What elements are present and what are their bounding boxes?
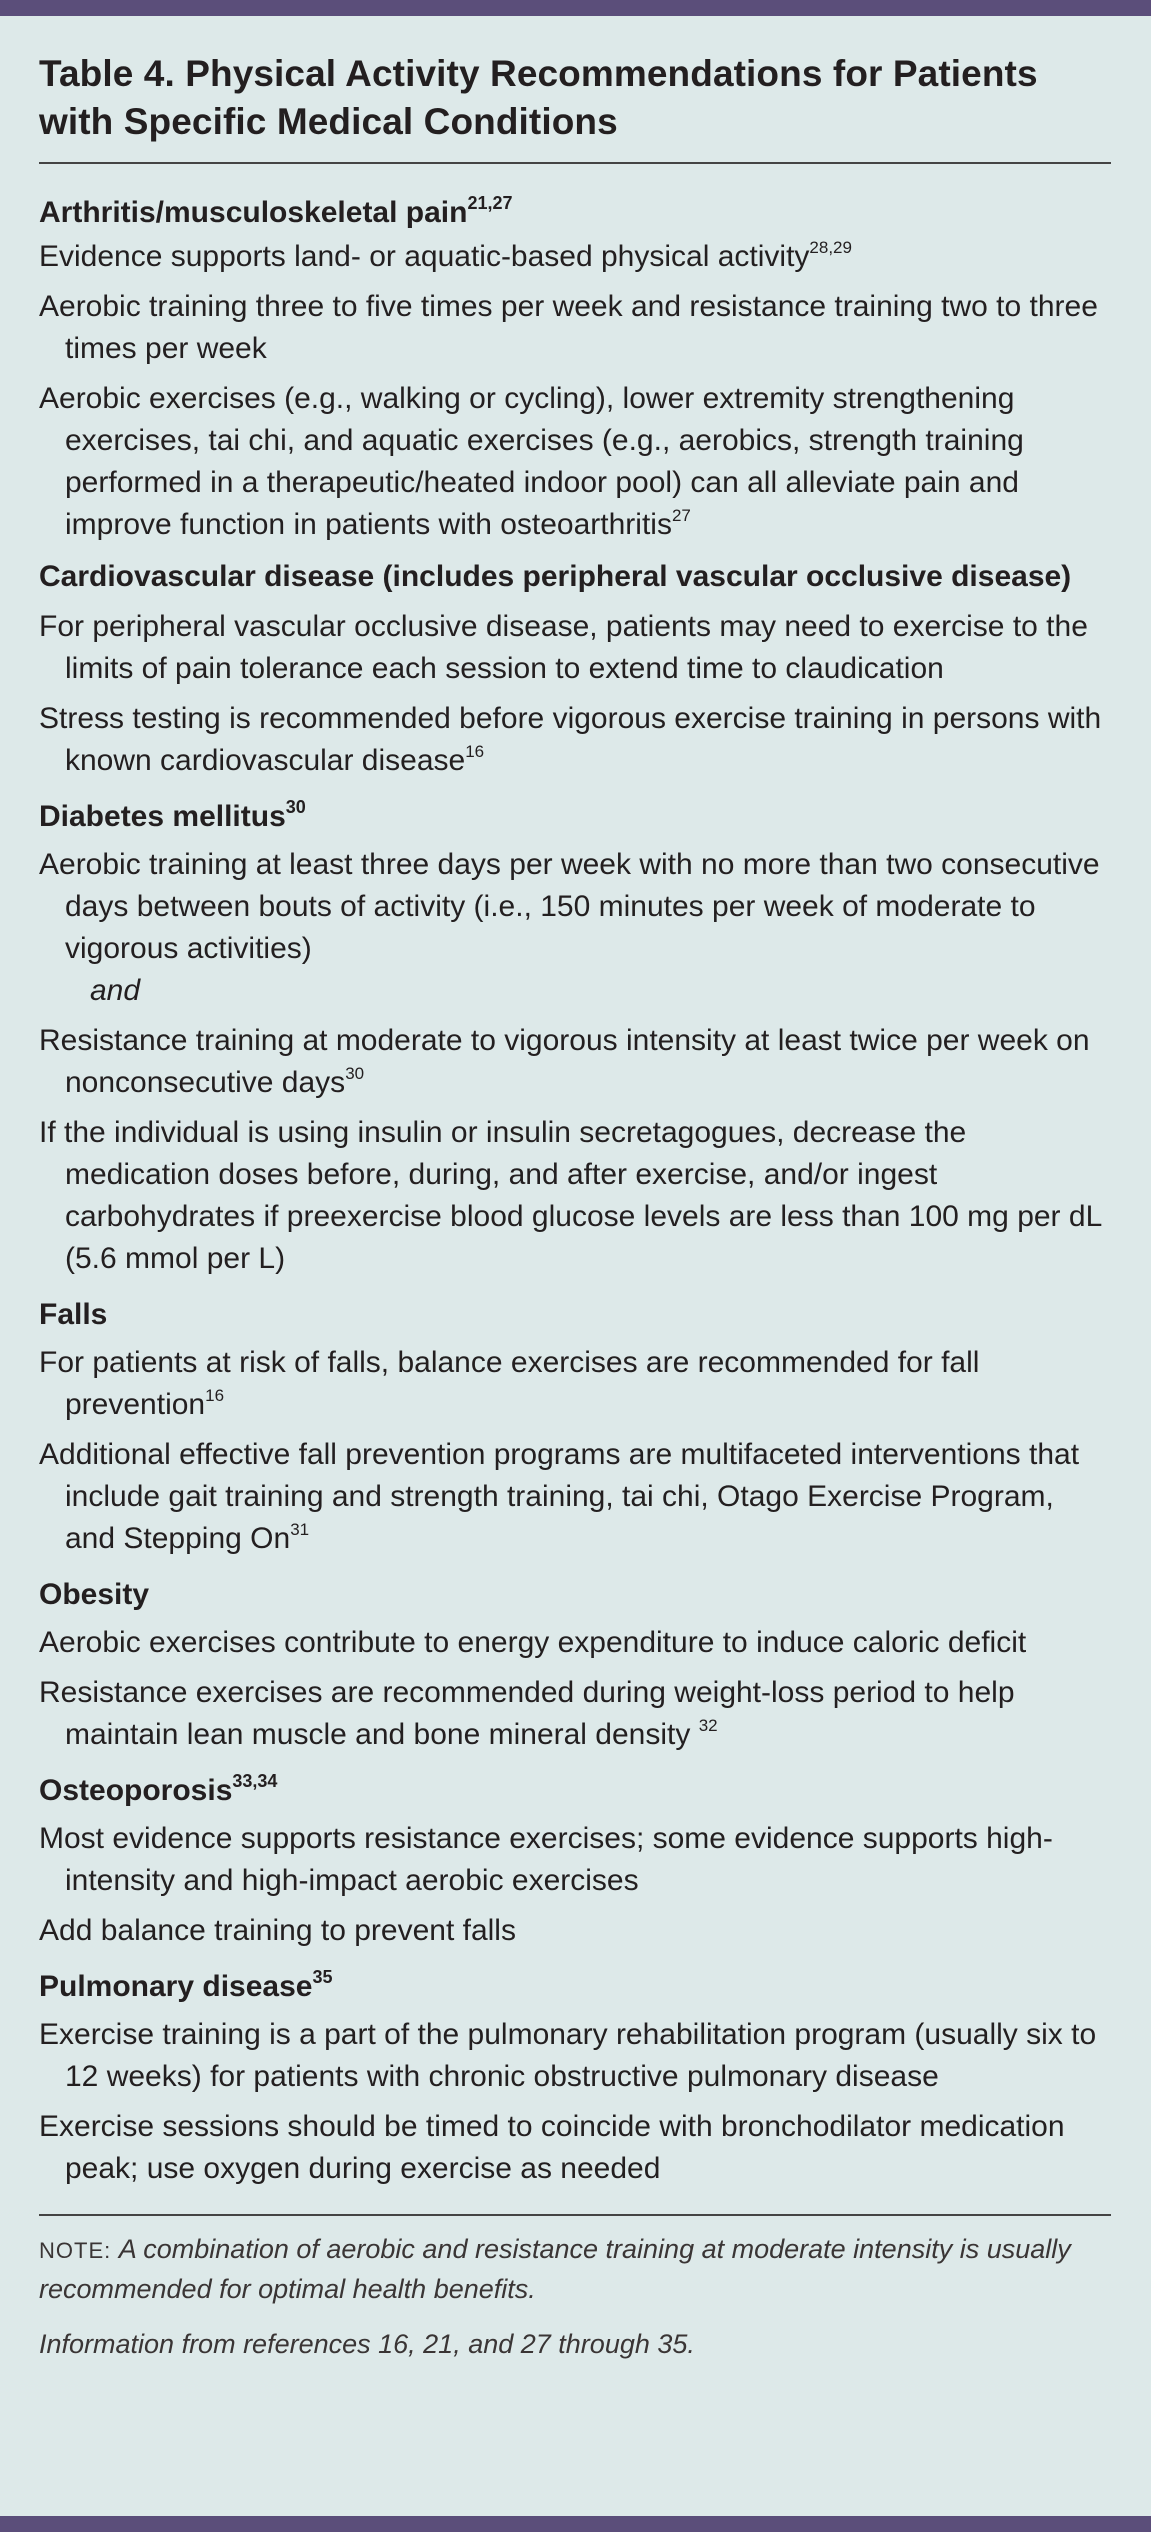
list-item: Exercise sessions should be timed to coincide with bronchodilator medication peak; use oxygen during exercise as needed — [39, 2110, 1065, 2185]
section-obesity — [39, 1574, 1111, 1756]
list-item-conjunction: and — [90, 974, 141, 1007]
list-item: For peripheral vascular occlusive disease, patients may need to exercise to the limits of pain tolerance each session to extend time to claudication — [39, 610, 1088, 685]
section-heading: Arthritis/musculoskeletal pain$^{21,27}$ — [39, 193, 513, 229]
list-item: Resistance training at moderate to vigorous intensity at least twice per week on nonconsecutive days$^{30}$ — [39, 1024, 1090, 1099]
table-panel — [39, 50, 1111, 2364]
list-item: Add balance training to prevent falls — [39, 1914, 516, 1947]
section-arthritis — [39, 192, 1111, 546]
top-border-bar — [0, 0, 1151, 16]
bottom-border-bar — [0, 2516, 1151, 2532]
footer-divider — [39, 2214, 1111, 2216]
section-falls — [39, 1294, 1111, 1560]
section-heading: Diabetes mellitus$^{30}$ — [39, 797, 306, 833]
section-diabetes — [39, 796, 1111, 1280]
section-heading: Obesity — [39, 1578, 150, 1611]
list-item: Additional effective fall prevention programs are multifaceted interventions that include gait training and strength training, tai chi, Otago Exercise Program, and Stepping On$^{31}$ — [39, 1438, 1080, 1555]
section-heading: Falls — [39, 1298, 108, 1331]
section-heading: Cardiovascular disease (includes peripheral vascular occlusive disease) — [39, 560, 1072, 593]
list-item: Resistance exercises are recommended during weight-loss period to help maintain lean muscle and bone mineral density $^{32}$ — [39, 1676, 1015, 1751]
section-heading: Osteoporosis$^{33,34}$ — [39, 1771, 278, 1807]
section-cardiovascular — [39, 556, 1111, 782]
list-item: Aerobic exercises contribute to energy expenditure to induce caloric deficit — [39, 1626, 1027, 1659]
note-label: NOTE: — [39, 2238, 112, 2263]
section-heading: Pulmonary disease$^{35}$ — [39, 1967, 333, 2003]
section-osteoporosis — [39, 1770, 1111, 1952]
list-item: Aerobic training three to five times per week and resistance training two to three times per week — [39, 290, 1098, 365]
list-item: If the individual is using insulin or insulin secretagogues, decrease the medication doses before, during, and after exercise, and/or ingest carbohydrates if preexercise blood glucose levels are less than 100 mg per dL (5.6 mmol per L) — [39, 1116, 1102, 1275]
list-item: Stress testing is recommended before vigorous exercise training in persons with known cardiovascular disease$^{16}$ — [39, 702, 1102, 777]
table-note: NOTE: A combination of aerobic and resistance training at moderate intensity is usually recommended for optimal health benefits. — [39, 2234, 1071, 2304]
list-item: For patients at risk of falls, balance exercises are recommended for fall prevention$^{16}$ — [39, 1346, 980, 1421]
table-title: Table 4. Physical Activity Recommendations for Patients with Specific Medical Conditions — [39, 53, 1038, 142]
list-item: Aerobic training at least three days per week with no more than two consecutive days between bouts of activity (i.e., 150 minutes per week of moderate to vigorous activities) — [39, 848, 1100, 965]
table-source: Information from references 16, 21, and 27 through 35. — [39, 2329, 695, 2359]
list-item: Most evidence supports resistance exercises; some evidence supports high-intensity and high-impact aerobic exercises — [39, 1822, 1053, 1897]
list-item: Exercise training is a part of the pulmonary rehabilitation program (usually six to 12 weeks) for patients with chronic obstructive pulmonary disease — [39, 2018, 1097, 2093]
list-item: Evidence supports land- or aquatic-based physical activity$^{28,29}$ — [39, 238, 852, 273]
list-item: Aerobic exercises (e.g., walking or cycling), lower extremity strengthening exercises, tai chi, and aquatic exercises (e.g., aerobics, strength training performed in a therapeutic/heated indoor pool) can all alleviate pain and improve function in patients with osteoarthritis$^{27}$ — [39, 382, 1024, 541]
title-divider — [39, 162, 1111, 164]
section-pulmonary — [39, 1966, 1111, 2190]
